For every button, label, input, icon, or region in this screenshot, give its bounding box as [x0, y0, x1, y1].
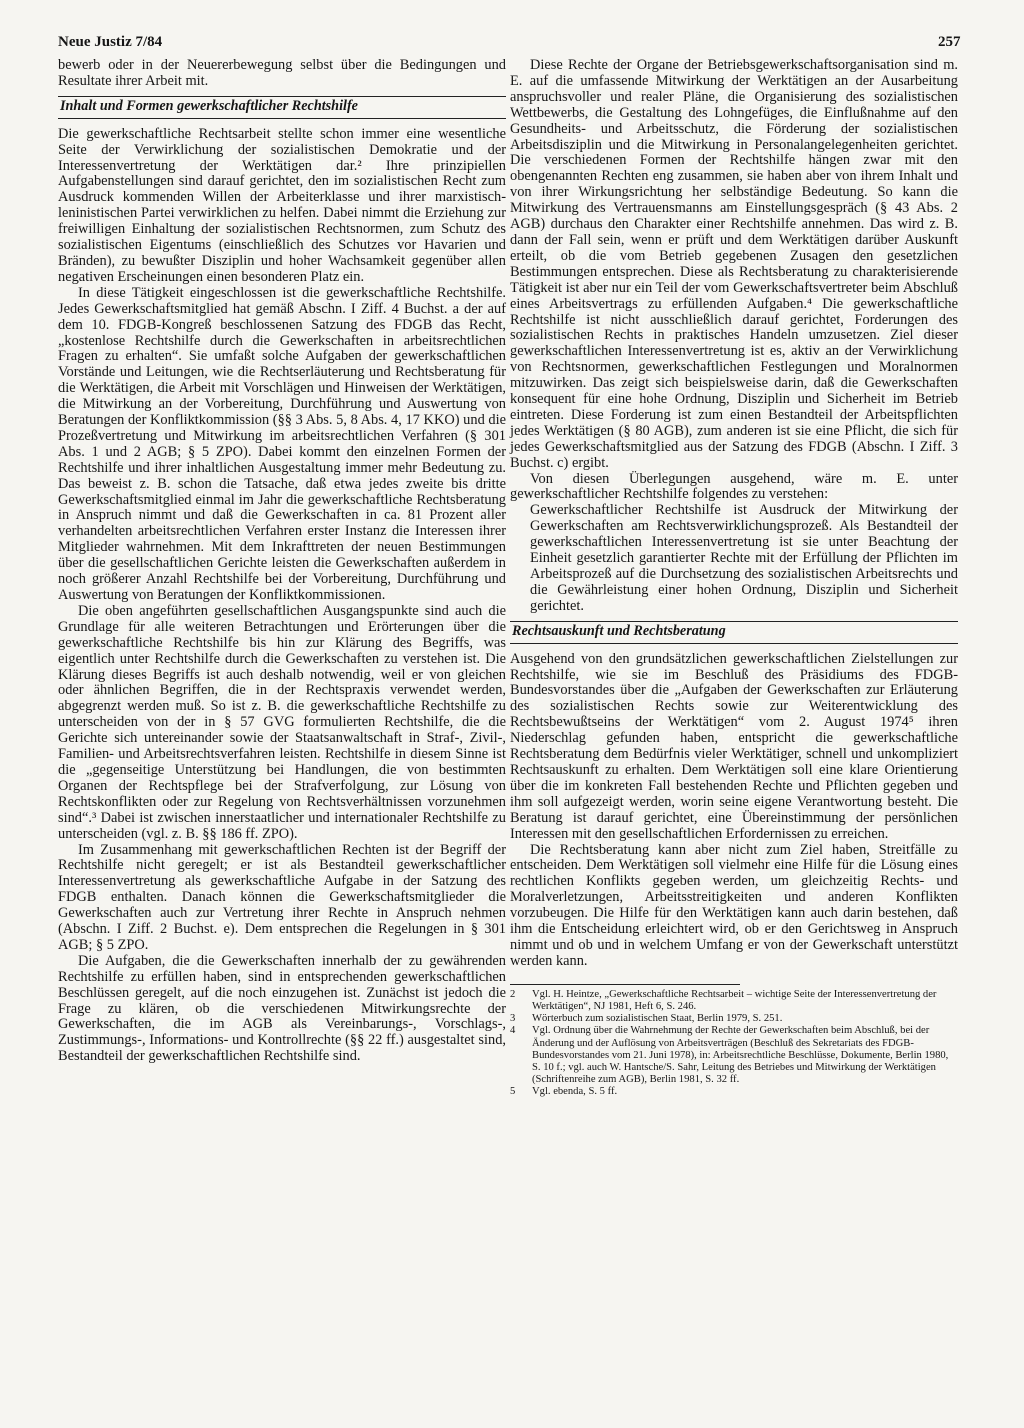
section-heading: Rechtsauskunft und Rechtsberatung	[510, 621, 958, 644]
page-number: 257	[938, 34, 961, 50]
journal-header: Neue Justiz 7/84	[58, 34, 163, 50]
paragraph: Die gewerkschaftliche Rechtsarbeit stellte schon immer eine wesentliche Seite der Verwirklichung der sozialistischen Demokratie und der Interessenvertretung der Werktätigen dar.² Ihre prinzipiellen Aufgabenstellungen sind darauf gerichtet, den im sozialistischen Recht zum Ausdruck kommenden Willen der Arbeiterklasse und ihrer marxistisch-leninistischen Partei verwirklichen zu helfen. Dabei nimmt die Erziehung zur freiwilligen Einhaltung der sozialistischen Rechtsnormen, zum Schutz des sozialistischen Eigentums (einschließlich des Schutzes vor Havarien und Bränden), zu bewußter Disziplin und hoher Wachsamkeit gegenüber allen negativen Erscheinungen einen besonderen Platz ein.	[58, 125, 506, 285]
paragraph: Die Aufgaben, die die Gewerkschaften innerhalb der zu gewährenden Rechtshilfe zu erfüllen haben, sind in entsprechenden gewerkschaftlichen Beschlüssen geregelt, auf die noch einzugehen ist. Zunächst ist jedoch die Frage zu klären, ob die verschiedenen Mitwirkungsrechte der Gewerkschaften, die im AGB als Vereinbarungs-, Vorschlags-, Zustimmungs-, Informations- und Kontrollrechte (§§ 22 ff.) ausgestaltet sind, Bestandteil der gewerkschaftlichen Rechtshilfe sind.	[58, 952, 506, 1065]
paragraph: Von diesen Überlegungen ausgehend, wäre m. E. unter gewerkschaftlicher Rechtshilfe folgendes zu verstehen:	[510, 470, 958, 503]
footnote-text: Vgl. H. Heintze, „Gewerkschaftliche Rechtsarbeit – wichtige Seite der Interessenvertretung der Werktätigen“, NJ 1981, Heft 6, S. 246.	[532, 988, 937, 1012]
footnote-rule	[510, 984, 740, 985]
footnote	[510, 989, 958, 1013]
footnote	[510, 1013, 958, 1025]
footnote-text: Vgl. ebenda, S. 5 ff.	[532, 1086, 618, 1098]
paragraph: Ausgehend von den grundsätzlichen gewerkschaftlichen Zielstellungen zur Rechtshilfe, wie sie im Beschluß des Präsidiums des FDGB-Bundesvorstandes über die „Aufgaben der Gewerkschaften zur Erläuterung des sozialistischen Rechts sowie zur Weiterentwicklung des Rechtsbewußtseins der Werktätigen“ vom 2. August 1974⁵ ihren Niederschlag gefunden haben, entspricht die gewerkschaftliche Rechtsberatung dem Bedürfnis vieler Werktätiger, schnell und unkompliziert Rechtsauskunft zu erhalten. Dem Werktätigen soll eine klare Orientierung über die im konkreten Fall bestehenden Rechte und Pflichten gegeben und ihm soll aufgezeigt werden, worin seine eigene Verantwortung besteht. Die Beratung ist darauf gerichtet, eine Übereinstimmung der persönlichen Interessen mit den gesellschaftlichen Erfordernissen zu erreichen.	[510, 650, 958, 842]
right-column	[510, 58, 958, 1099]
paragraph: In diese Tätigkeit eingeschlossen ist die gewerkschaftliche Rechtshilfe. Jedes Gewerkschaftsmitglied hat gemäß Abschn. I Ziff. 4 Buchst. a der auf dem 10. FDGB-Kongreß beschlossenen Satzung des FDGB das Recht, „kostenlose Rechtshilfe durch die Gewerkschaften in arbeitsrechtlichen Fragen zu erhalten“. Sie umfaßt solche Aufgaben der gewerkschaftlichen Vorstände und Leitungen, wie die Rechtserläuterung und Rechtsberatung für die Werktätigen, die Arbeit mit Vorschlägen und Hinweisen der Werktätigen, die Mitwirkung an der Vorbereitung, Durchführung und Auswertung von Beratungen der Konfliktkommission (§§ 3 Abs. 5, 8 Abs. 4, 17 KKO) und die Prozeßvertretung und Mitwirkung im arbeitsrechtlichen Verfahren (§ 301 Abs. 1 und 2 AGB; § 5 ZPO). Dabei kommt den einzelnen Formen der Rechtshilfe und ihrer inhaltlichen Ausgestaltung immer mehr Bedeutung zu. Das beweist z. B. schon die Tatsache, daß etwa jedes zweite bis dritte Gewerkschaftsmitglied einmal im Jahr die gewerkschaftliche Rechtsberatung in Anspruch nimmt und daß die Gewerkschaften in ca. 81 Prozent aller verhandelten arbeitsrechtlichen Verfahren erster Instanz die Interessen ihrer Mitglieder wahrnehmen. Mit dem Inkrafttreten der neuen Bestimmungen über die gesellschaftlichen Gerichte leisten die Gewerkschaften außerdem in noch größerer Anzahl Rechtshilfe bei der Vorbereitung, Durchführung und Auswertung von Beratungen der Konfliktkommissionen.	[58, 284, 506, 603]
paragraph: Diese Rechte der Organe der Betriebsgewerkschaftsorganisation sind m. E. auf die umfassende Mitwirkung der Werktätigen an der Ausarbeitung anspruchsvoller und realer Pläne, die Organisierung des sozialistischen Wettbewerbs, die Gestaltung des Lohngefüges, die Einflußnahme auf den Gesundheits- und Arbeitsschutz, die Förderung der sozialistischen Arbeitsdisziplin und die Mitwirkung in Personalangelegenheiten gerichtet. Die verschiedenen Formen der Rechtshilfe hängen zwar mit den obengenannten Rechten eng zusammen, sie haben aber von ihrem Inhalt und von ihrer Wirkungsrichtung her selbständige Bedeutung. So kann die Mitwirkung des Vertrauensmanns am Einstellungsgespräch (§ 43 Abs. 2 AGB) durchaus den Charakter einer Rechtshilfe annehmen. Das wird z. B. dann der Fall sein, wenn er prüft und dem Werktätigen darüber Auskunft erteilt, ob die vom Betrieb gegebenen Zusagen den gesetzlichen Bestimmungen entsprechen. Diese als Rechtsberatung zu charakterisierende Tätigkeit ist aber nur ein Teil der vom Gewerkschaftsvertreter beim Abschluß eines Arbeitsvertrags zu erfüllenden Aufgaben.⁴ Die gewerkschaftliche Rechtshilfe ist nicht ausschließlich darauf gerichtet, Forderungen des sozialistischen Rechts in praktisches Handeln umzusetzen. Ziel dieser gewerkschaftlichen Interessenvertretung ist es, aktiv an der Verwirklichung von Rechtsnormen, gewerkschaftlichen Festlegungen und Moralnormen mitzuwirken. Das zeigt sich beispielsweise darin, daß die Gewerkschaften konsequent für eine hohe Ordnung, Disziplin und Sicherheit im Betrieb eintreten. Diese Forderung ist zum einen Bestandteil der Arbeitspflichten jedes Werktätigen (§ 80 AGB), zum anderen ist sie eine Pflicht, die sich für jedes Gewerkschaftsmitglied aus der Satzung des FDGB (Abschn. I Ziff. 3 Buchst. c) ergibt.	[510, 57, 958, 471]
footnote	[510, 1086, 958, 1098]
footnote	[510, 1025, 958, 1086]
footnote-number: 4	[510, 1025, 516, 1037]
section-heading: Inhalt und Formen gewerkschaftlicher Rechtshilfe	[58, 96, 506, 119]
definition-paragraph: Gewerkschaftlicher Rechtshilfe ist Ausdruck der Mitwirkung der Gewerkschaften am Rechtsverwirklichungsprozeß. Als Bestandteil der gewerkschaftlichen Interessenvertretung ist sie unter Beachtung der Einheit gesetzlich garantierter Rechte mit der Erfüllung der Pflichten im Arbeitsprozeß auf die Durchsetzung des sozialistischen Arbeitsrechts und die Gewährleistung einer hohen Ordnung, Disziplin und Sicherheit gerichtet.	[530, 502, 958, 614]
left-column	[58, 58, 506, 1065]
paragraph: Im Zusammenhang mit gewerkschaftlichen Rechten ist der Begriff der Rechtshilfe nicht geregelt; er ist als Bestandteil gewerkschaftlicher Interessenvertretung als gewerkschaftliche Aufgabe in der Satzung des FDGB enthalten. Danach können die Gewerkschaftsmitglieder die Gewerkschaften auch zur Vertretung ihrer Rechte in Anspruch nehmen (Abschn. I Ziff. 2 Buchst. e). Dem entsprechen die Regelungen in § 301 AGB; § 5 ZPO.	[58, 841, 506, 953]
paragraph: bewerb oder in der Neuererbewegung selbst über die Bedingungen und Resultate ihrer Arbeit mit.	[58, 57, 506, 89]
paragraph: Die oben angeführten gesellschaftlichen Ausgangspunkte sind auch die Grundlage für alle weiteren Betrachtungen und Erörterungen über die gewerkschaftliche Rechtshilfe bis hin zur Klärung des Begriffs, was eigentlich unter Rechtshilfe durch die Gewerkschaften zu verstehen ist. Die Klärung dieses Begriffs ist auch deshalb notwendig, weil er von gleichen oder ähnlichen Begriffen, die in der Rechtspraxis verwendet werden, abgegrenzt werden muß. So ist z. B. die gewerkschaftliche Rechtshilfe zu unterscheiden von der in § 57 GVG formulierten Rechtshilfe, die die Gerichte sich untereinander sowie der Staatsanwaltschaft in Straf-, Zivil-, Familien- und Arbeitsrechtsverfahren leisten. Rechtshilfe in diesem Sinne ist die „gegenseitige Unterstützung bei Handlungen, die von bestimmten Organen der Rechtspflege bei der Strafverfolgung, zur Lösung von Rechtskonflikten oder zur Regelung von Rechtsverhältnissen vorzunehmen sind“.³ Dabei ist zwischen innerstaatlicher und internationaler Rechtshilfe zu unterscheiden (vgl. z. B. §§ 186 ff. ZPO).	[58, 602, 506, 842]
right-column-body	[510, 58, 958, 970]
footnotes	[510, 989, 958, 1099]
paragraph: Die Rechtsberatung kann aber nicht zum Ziel haben, Streitfälle zu entscheiden. Dem Werktätigen soll vielmehr eine Hilfe für die Lösung eines rechtlichen Konflikts gegeben werden, um gleichzeitig Rechts- und Moralverletzungen, Arbeitsstreitigkeiten und anderen Konflikten vorzubeugen. Die Hilfe für den Werktätigen kann auch darin bestehen, daß ihm die Entscheidung erleichtert wird, ob er den Gerichtsweg in Anspruch nimmt und ob und in welchem Umfang er von der Gewerkschaft unterstützt werden kann.	[510, 841, 958, 969]
footnote-number: 3	[510, 1013, 516, 1025]
footnote-text: Vgl. Ordnung über die Wahrnehmung der Rechte der Gewerkschaften beim Abschluß, bei der Änderung und der Auflösung von Arbeitsverträgen (Beschluß des Sekretariats des FDGB-Bundesvorstandes vom 21. Juni 1978), in: Arbeitsrechtliche Beschlüsse, Dokumente, Berlin 1980, S. 10 f.; vgl. auch W. Hantsche/S. Sahr, Leitung des Betriebes und Mitwirkung der Werktätigen (Schriftenreihe zum AGB), Berlin 1981, S. 32 ff.	[532, 1025, 949, 1086]
footnote-number: 2	[510, 988, 516, 1000]
footnote-text: Wörterbuch zum sozialistischen Staat, Berlin 1979, S. 251.	[532, 1013, 783, 1025]
footnote-number: 5	[510, 1086, 516, 1098]
